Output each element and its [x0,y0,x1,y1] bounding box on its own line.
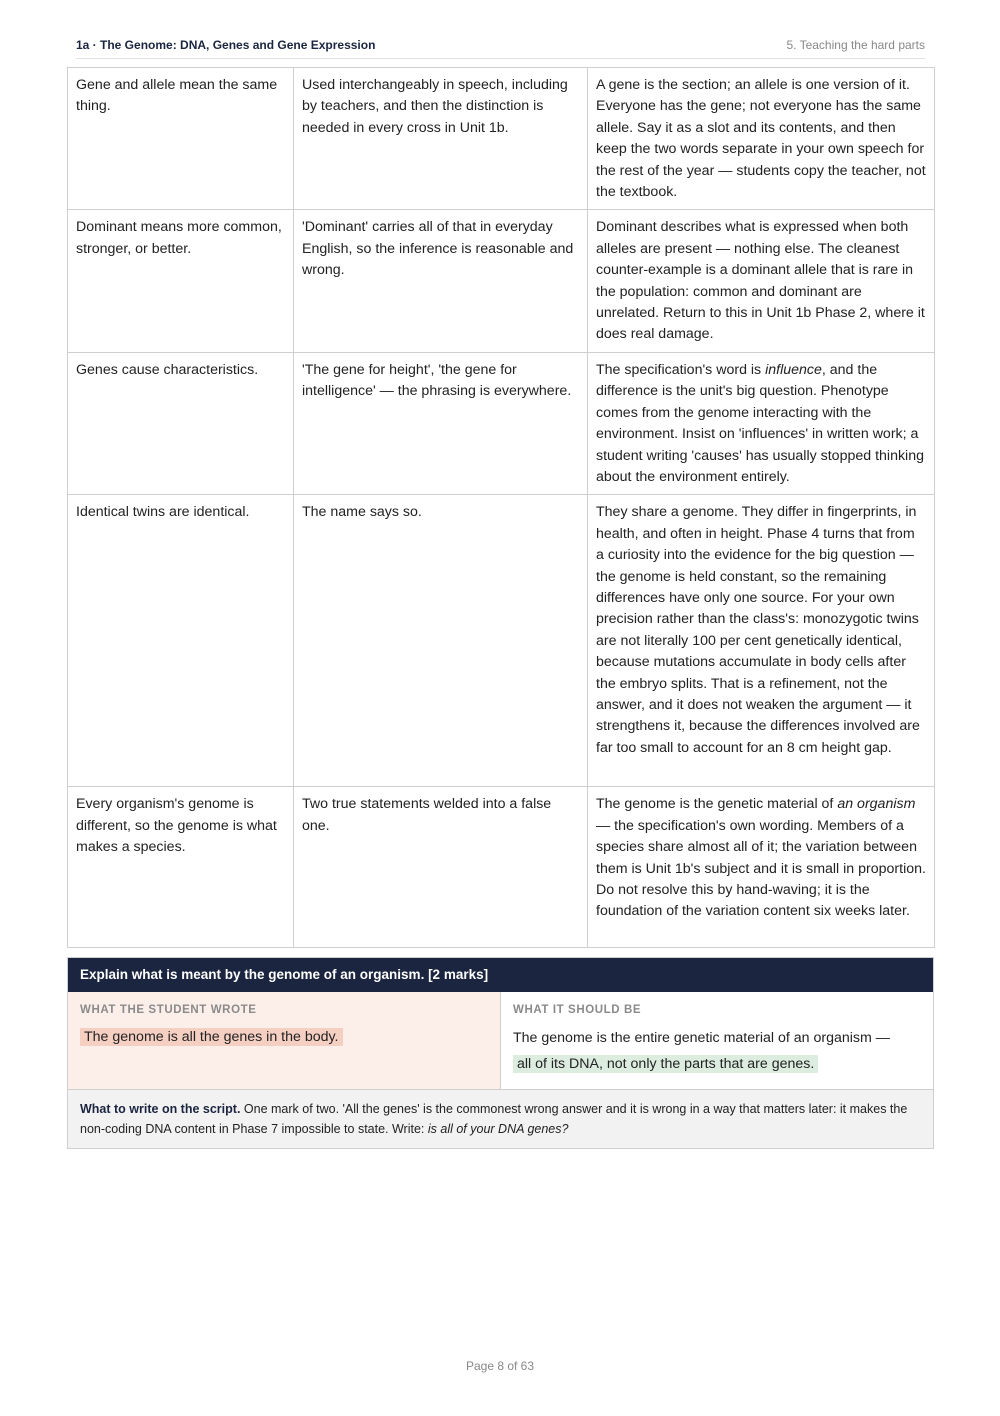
misconceptions-table [67,67,935,948]
why-cell: 'The gene for height', 'the gene for intelligence' — the phrasing is everywhere. [294,352,588,494]
misconception-cell: Identical twins are identical. [68,495,294,787]
model-answer-panel [501,992,933,1089]
why-cell: The name says so. [294,495,588,787]
marking-note-lead: What to write on the script. [80,1102,241,1116]
table-row [68,352,935,494]
page-number: Page 8 of 63 [465,1359,535,1373]
misconception-cell: Every organism's genome is different, so the genome is what makes a species. [68,787,294,948]
response-cell: A gene is the section; an allele is one version of it. Everyone has the gene; not everyone has the same allele. Say it as a slot and its contents, and then keep the two words separate in your own speech for the rest of the year — students copy the teacher, not the textbook. [588,68,935,210]
running-header [76,38,925,59]
question-title: Explain what is meant by the genome of an organism. [2 marks] [68,958,933,992]
chapter-title: 5. Teaching the hard parts [786,38,925,52]
table-row [68,495,935,787]
model-answer-text: The genome is the entire genetic material of an organism — all of its DNA, not only the parts that are genes. [513,1030,890,1072]
response-cell: The genome is the genetic material of an organism — the specification's own wording. Members of a species share almost all of it; the variation between them is Unit 1b's subject and it is small in proportion. Do not resolve this by hand-waving; it is the foundation of the variation content six weeks later. [588,787,935,948]
table-row [68,210,935,352]
student-answer-text: The genome is all the genes in the body. [80,1028,343,1046]
misconception-cell: Genes cause characteristics. [68,352,294,494]
misconception-cell: Dominant means more common, stronger, or better. [68,210,294,352]
response-cell: Dominant describes what is expressed when both alleles are present — nothing else. The cleanest counter-example is a dominant allele that is rare in the population: common and dominant are unrelated. Return to this in Unit 1b Phase 2, where it does real damage. [588,210,935,352]
answer-comparison [68,992,933,1090]
why-cell: Two true statements welded into a false one. [294,787,588,948]
table-row [68,68,935,210]
marking-note [68,1090,933,1148]
response-cell: They share a genome. They differ in fingerprints, in health, and often in height. Phase 4 turns that from a curiosity into the evidence for the big question — the genome is held constant, so the remaining differences have only one source. For your own precision rather than the class's: monozygotic twins are not literally 100 per cent genetically identical, because mutations accumulate in body cells after the embryo splits. That is a refinement, not the answer, and it does not weaken the argument — it strengthens it, because the differences involved are far too small to account for an 8 cm height gap. [588,495,935,787]
student-answer-label: WHAT THE STUDENT WROTE [80,1004,257,1016]
misconception-cell: Gene and allele mean the same thing. [68,68,294,210]
response-cell: The specification's word is influence, and the difference is the unit's big question. Phenotype comes from the genome interacting with the environment. Insist on 'influences' in written work; a student writing 'causes' has usually stopped thinking about the environment entirely. [588,352,935,494]
marking-note-body: One mark of two. 'All the genes' is the commonest wrong answer and it is wrong in a way that matters later: it makes the non-coding DNA content in Phase 7 impossible to state. Write: [80,1102,908,1136]
why-cell: Used interchangeably in speech, including by teachers, and then the distinction is needed in every cross in Unit 1b. [294,68,588,210]
section-title: 1a · The Genome: DNA, Genes and Gene Expression [76,38,376,52]
model-answer-highlight: all of its DNA, not only the parts that are genes. [513,1055,818,1073]
marking-note-prompt: is all of your DNA genes? [427,1122,569,1136]
why-cell: 'Dominant' carries all of that in everyday English, so the inference is reasonable and wrong. [294,210,588,352]
model-answer-label: WHAT IT SHOULD BE [513,1004,642,1016]
student-answer-panel [68,992,501,1089]
exam-question-box [67,957,934,1149]
table-row [68,787,935,948]
